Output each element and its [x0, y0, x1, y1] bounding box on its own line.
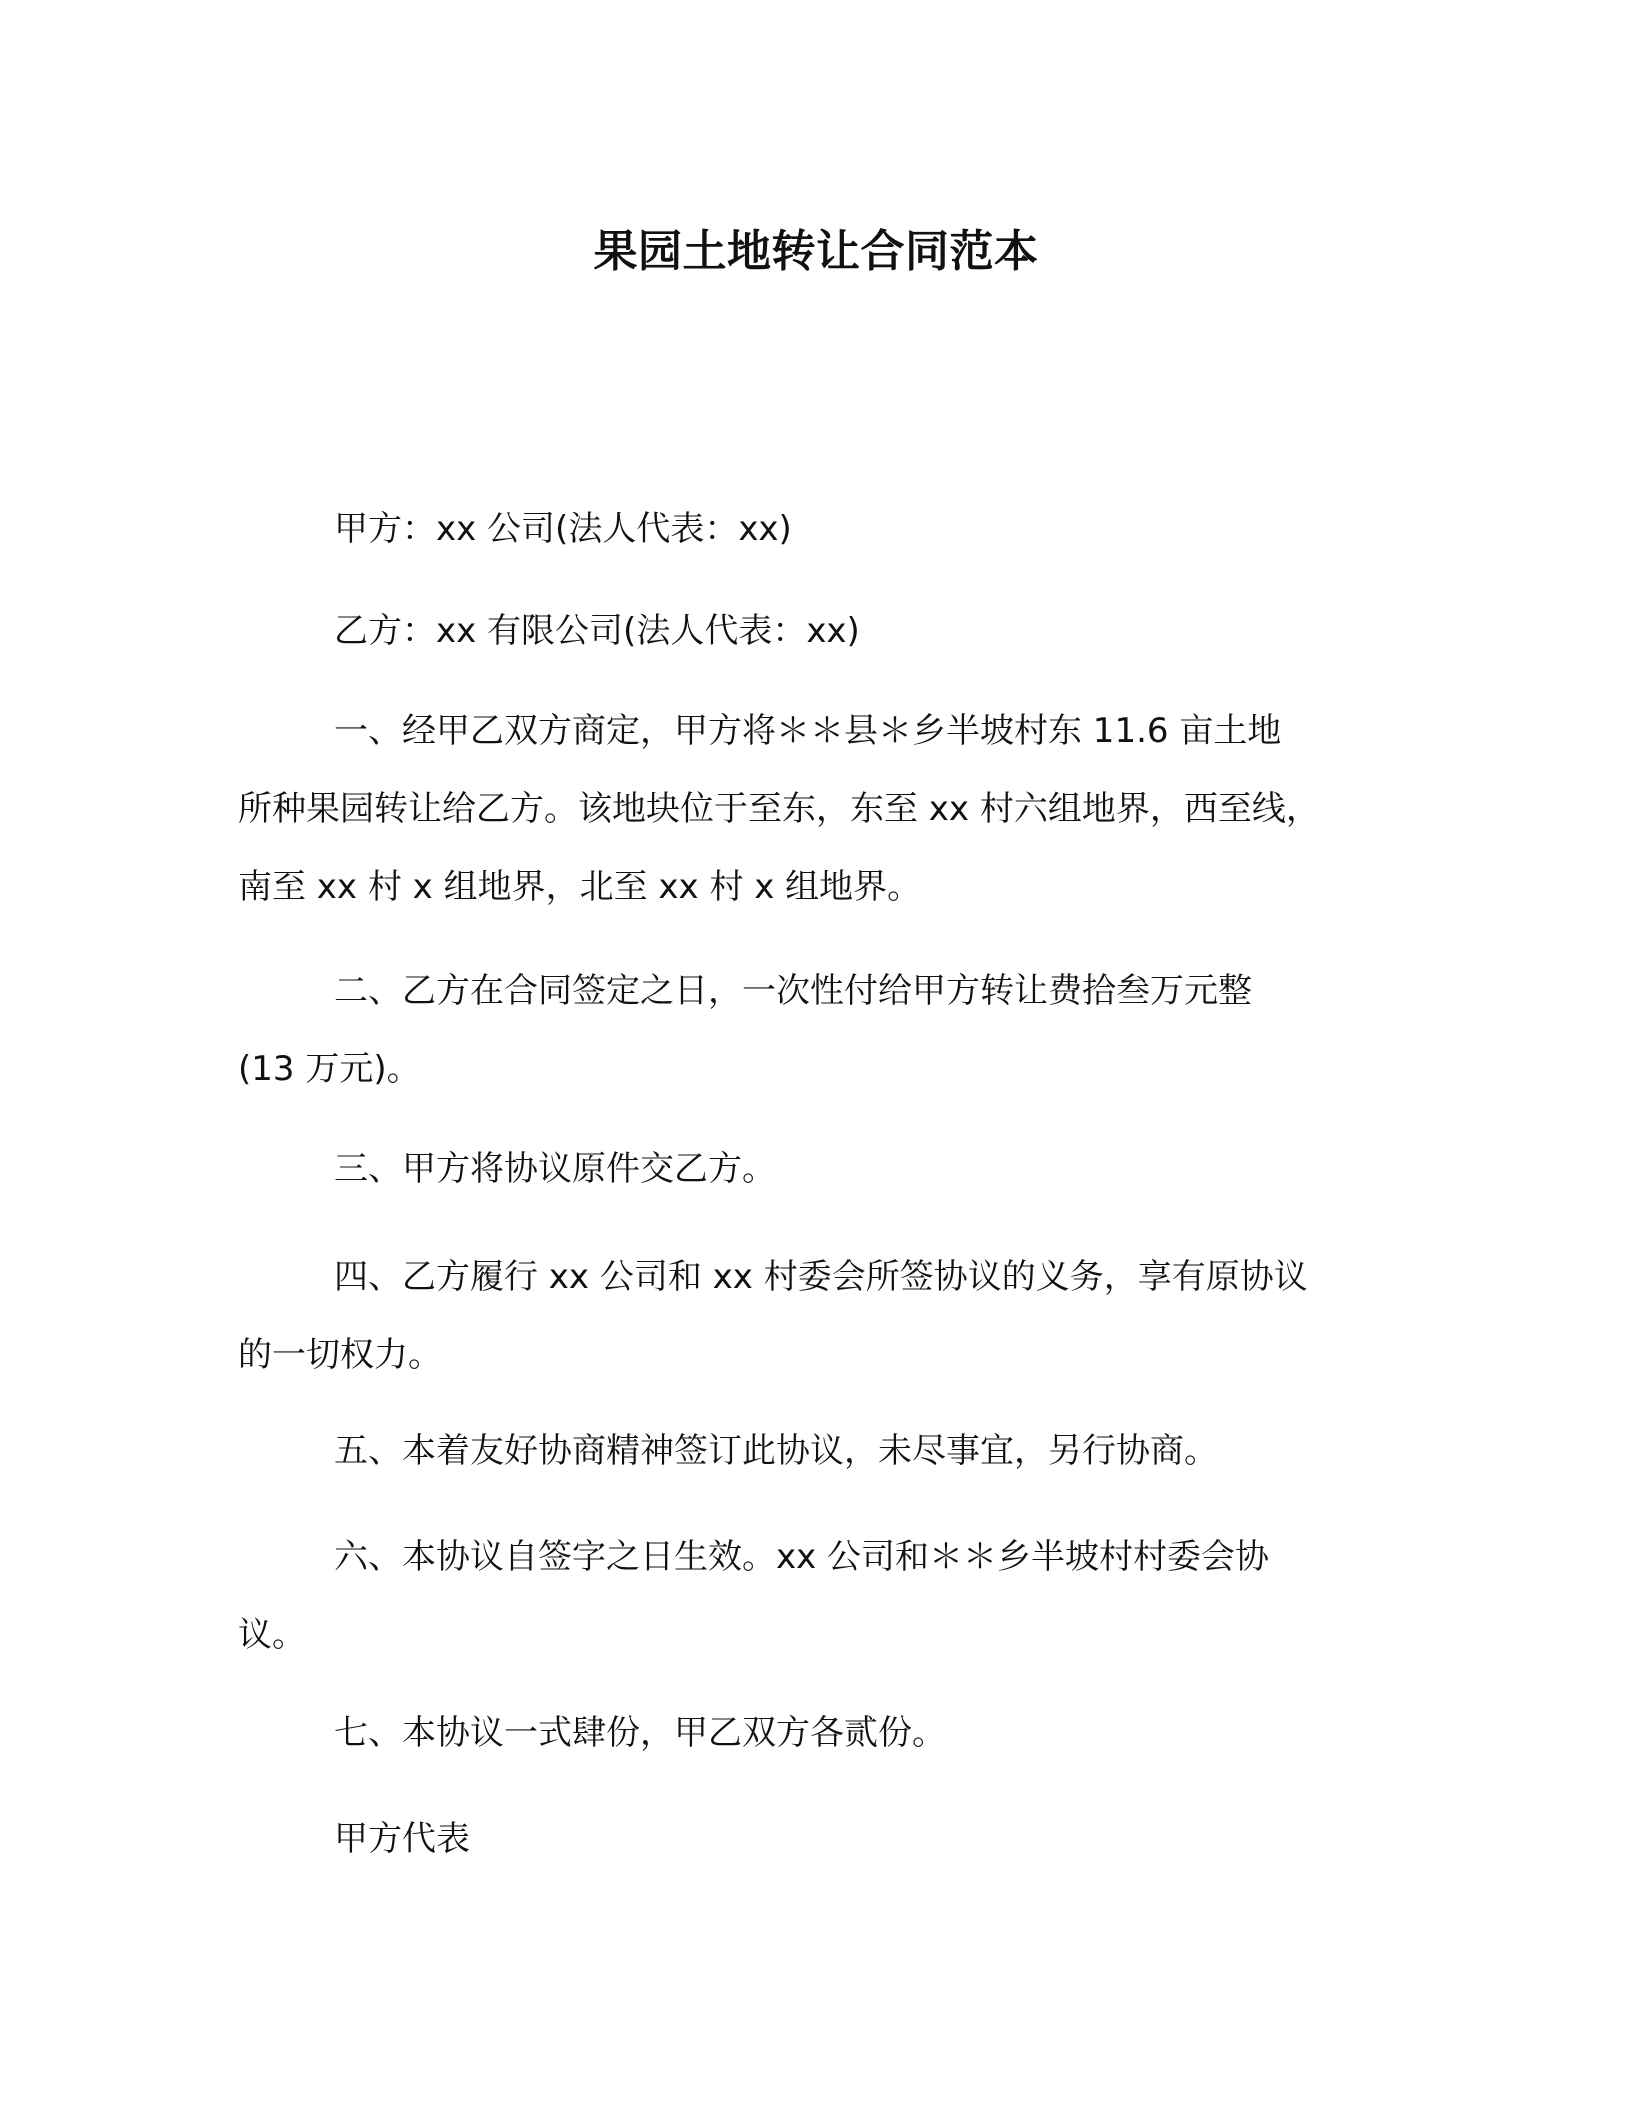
- clause-3-line-1: 三、甲方将协议原件交乙方。: [334, 1149, 776, 1189]
- party-a-line: [238, 490, 1398, 568]
- clause-4: [238, 1238, 1398, 1394]
- clause-6-line-1: 六、本协议自签字之日生效。xx 公司和＊＊乡半坡村村委会协: [334, 1537, 1270, 1577]
- clause-6: [238, 1518, 1398, 1674]
- clause-7: [238, 1694, 1398, 1772]
- party-a-representative-label: 甲方代表: [334, 1819, 470, 1859]
- clause-6-line-2: 议。: [238, 1615, 306, 1655]
- clause-2-line-1: 二、乙方在合同签定之日，一次性付给甲方转让费拾叁万元整: [334, 971, 1252, 1011]
- document-title: 果园土地转让合同范本: [593, 226, 1039, 277]
- clause-1: [238, 692, 1398, 926]
- clause-2: [238, 952, 1398, 1108]
- party-b-line: [238, 592, 1398, 670]
- clause-5-line-1: 五、本着友好协商精神签订此协议，未尽事宜，另行协商。: [334, 1431, 1218, 1471]
- signature-block: [238, 1800, 1398, 1878]
- clause-3: [238, 1130, 1398, 1208]
- clause-7-line-1: 七、本协议一式肆份，甲乙双方各贰份。: [334, 1713, 946, 1753]
- clause-4-line-1: 四、乙方履行 xx 公司和 xx 村委会所签协议的义务，享有原协议: [334, 1257, 1308, 1297]
- clause-1-line-1: 一、经甲乙双方商定，甲方将＊＊县＊乡半坡村东 11.6 亩土地: [334, 711, 1282, 751]
- party-a-text: 甲方：xx 公司(法人代表：xx): [334, 509, 792, 549]
- party-b-text: 乙方：xx 有限公司(法人代表：xx): [334, 611, 860, 651]
- clause-4-line-2: 的一切权力。: [238, 1335, 442, 1375]
- clause-5: [238, 1412, 1398, 1490]
- clause-2-line-2: (13 万元)。: [238, 1049, 421, 1089]
- clause-1-line-3: 南至 xx 村 x 组地界，北至 xx 村 x 组地界。: [238, 867, 922, 907]
- clause-1-line-2: 所种果园转让给乙方。该地块位于至东，东至 xx 村六组地界，西至线，: [238, 789, 1320, 829]
